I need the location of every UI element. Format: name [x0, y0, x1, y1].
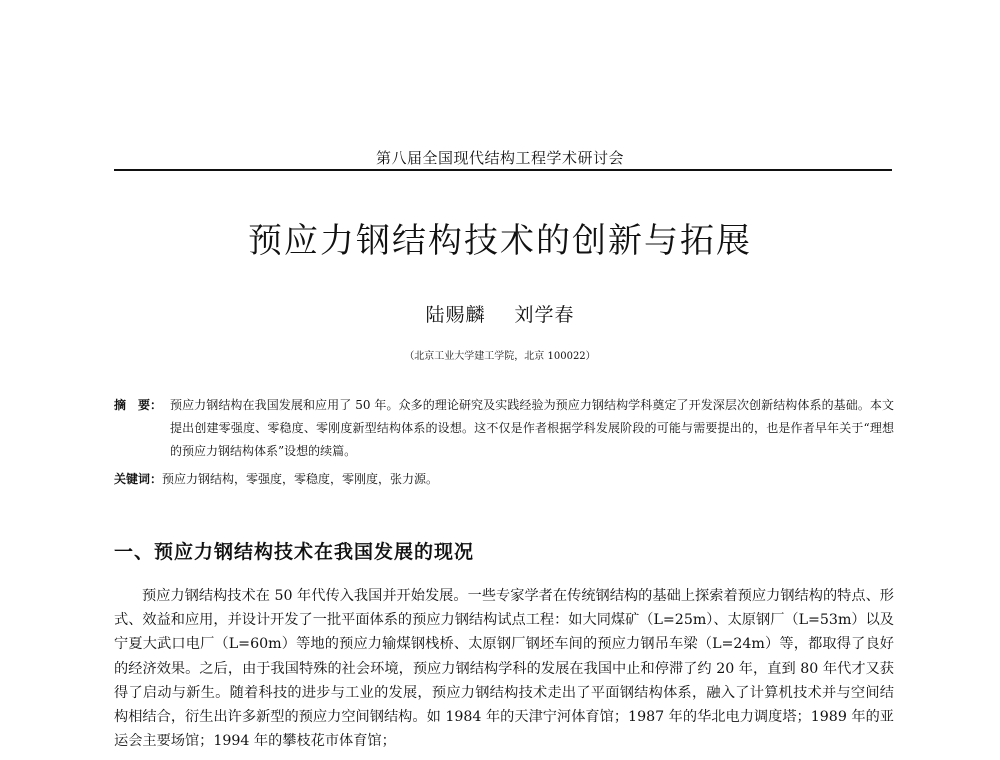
author-name: 刘学春 — [514, 304, 575, 326]
abstract-text: 预应力钢结构在我国发展和应用了 50 年。众多的理论研究及实践经验为预应力钢结构学科奠定了开发深层次创新结构体系的基础。本文提出创建零强度、零稳度、零刚度新型结构体系的设想。这不仅是作者根据学科发展阶段的可能与需要提出的，也是作者早年关于“理想的预应力钢结构体系”设想的续篇。 — [170, 398, 894, 458]
keywords-text: 预应力钢结构，零强度，零稳度，零刚度，张力源。 — [162, 472, 439, 486]
section-heading: 一、预应力钢结构技术在我国发展的现况 — [114, 541, 475, 563]
header-rule — [114, 169, 892, 171]
abstract — [114, 394, 894, 463]
body-paragraph: 预应力钢结构技术在 50 年代传入我国并开始发展。一些专家学者在传统钢结构的基础上探索着预应力钢结构的特点、形式、效益和应用，并设计开发了一批平面体系的预应力钢结构试点工程：如大同煤矿（L=25m）、太原钢厂（L=53m）以及宁夏大武口电厂（L=60m）等地的预应力输煤钢栈桥、太原钢厂钢坯车间的预应力钢吊车梁（L=24m）等，都取得了良好的经济效果。之后，由于我国特殊的社会环境，预应力钢结构学科的发展在我国中止和停滞了约 20 年，直到 80 年代才又获得了启动与新生。随着科技的进步与工业的发展，预应力钢结构技术走出了平面钢结构体系，融入了计算机技术并与空间结构相结合，衍生出许多新型的预应力空间钢结构。如 1984 年的天津宁河体育馆；1987 年的华北电力调度塔；1989 年的亚运会主要场馆；1994 年的攀枝花市体育馆； — [114, 588, 894, 750]
author-list — [0, 300, 1000, 327]
abstract-label: 摘 要： — [114, 398, 163, 412]
paper-title: 预应力钢结构技术的创新与拓展 — [248, 221, 752, 261]
affiliation: （北京工业大学建工学院，北京 100022） — [404, 351, 596, 362]
running-head: 第八届全国现代结构工程学术研讨会 — [375, 149, 624, 167]
keywords-label: 关键词： — [114, 472, 163, 486]
author-name: 陆赐麟 — [425, 304, 486, 326]
keywords — [114, 468, 894, 491]
